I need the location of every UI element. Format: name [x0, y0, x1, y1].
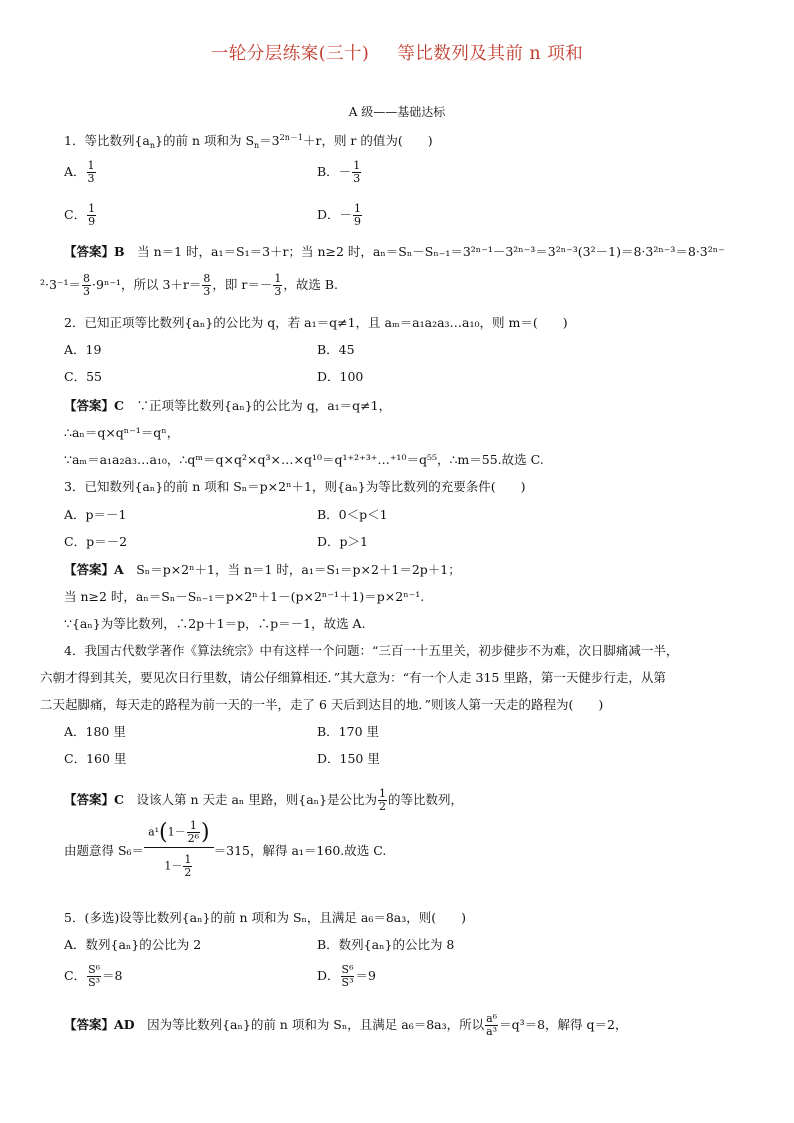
q5-answer-line1: 【答案】AD 因为等比数列{aₙ}的前 n 项和为 Sₙ，且满足 a₆＝8a₃，所以 $\frac{\text{a⁶}}{\text{a³}}$ ＝q³＝8，解得 q＝2，: [64, 1012, 628, 1038]
q2-option-a: A．19: [64, 342, 102, 357]
q3-option-d: D．p＞1: [317, 534, 368, 549]
q1-stem: 1．等比数列$\{a_n\}$的前 n 项和为 $S_n=3^{2n-1}+r$，则 r 的值为( ): [64, 133, 433, 150]
q3-option-b: B．0＜p＜1: [317, 507, 388, 522]
title-left: 一轮分层练案(三十): [210, 44, 370, 64]
q4-stem-line1: 4．我国古代数学著作《算法统宗》中有这样一个问题：“三百一十五里关，初步健步不为难，次日脚痛减一半，: [64, 643, 679, 658]
q2-answer-line2: ∴aₙ＝q×qⁿ⁻¹＝qⁿ，: [64, 425, 180, 440]
q2-stem: 2．已知正项等比数列{aₙ}的公比为 q，若 a₁＝q≠1，且 aₘ＝a₁a₂a₃…a₁₀，则 m＝( ): [64, 315, 568, 330]
q3-option-c: C．p＝－2: [64, 534, 128, 549]
q3-answer-line2: 当 n≥2 时，aₙ＝Sₙ－Sₙ₋₁＝p×2ⁿ＋1－(p×2ⁿ⁻¹＋1)＝p×2ⁿ⁻¹.: [64, 589, 425, 604]
q3-answer-line3: ∵{aₙ}为等比数列，∴2p＋1＝p，∴p＝－1，故选 A.: [64, 616, 366, 631]
q2-answer-line3: ∵aₘ＝a₁a₂a₃…a₁₀，∴qᵐ＝q×q²×q³×…×q¹⁰＝q¹⁺²⁺³⁺…⁺¹⁰＝q⁵⁵，∴m＝55.故选 C.: [64, 452, 544, 467]
q5-option-d: D． $\frac{\text{S⁶}}{\text{S³}}$ ＝9: [317, 963, 376, 989]
q4-stem-line3: 二天起脚痛，每天走的路程为前一天的一半，走了 6 天后到达目的地．”则该人第一天走的路程为( ): [40, 697, 604, 712]
q3-answer-line1: 【答案】A Sₙ＝p×2ⁿ＋1，当 n＝1 时，a₁＝S₁＝p×2＋1＝2p＋1；: [64, 562, 461, 577]
q4-option-c: C．160 里: [64, 751, 127, 766]
q5-option-a: A．数列{aₙ}的公比为 2: [64, 937, 202, 952]
q4-stem-line2: 六朝才得到其关，要见次日行里数，请公仔细算相还．”其大意为：“有一个人走 315 里路，第一天健步行走，从第: [40, 670, 666, 685]
q2-option-c: C．55: [64, 369, 102, 384]
q3-stem: 3．已知数列{aₙ}的前 n 项和 Sₙ＝p×2ⁿ＋1，则{aₙ}为等比数列的充要条件( ): [64, 479, 526, 494]
title-right: 等比数列及其前 n 项和: [397, 44, 584, 64]
q1-answer-line1: 【答案】B 当 n＝1 时，a₁＝S₁＝3＋r；当 n≥2 时，aₙ＝Sₙ－Sₙ₋₁＝3²ⁿ⁻¹－3²ⁿ⁻³＝3²ⁿ⁻³(3²－1)＝8·3²ⁿ⁻³＝8·3²ⁿ⁻: [64, 244, 725, 259]
section-level: A 级——基础达标: [348, 105, 446, 119]
q1-option-c: C． $\frac{1}{9}$: [64, 202, 96, 228]
q4-answer-line2: 由题意得 S₆＝ a¹(1－ $\frac{1}{\text{2⁶}}$ ) 1－ $\frac{1}{2}$ ＝315，解得 a₁＝160.故选 C.: [64, 819, 387, 879]
q4-option-b: B．170 里: [317, 724, 380, 739]
q2-option-d: D．100: [317, 369, 364, 384]
q5-option-b: B．数列{aₙ}的公比为 8: [317, 937, 455, 952]
q4-option-a: A．180 里: [64, 724, 126, 739]
q1-answer-line2: ²·3⁻¹＝ $\frac{8}{3}$ ·9ⁿ⁻¹，所以 3＋r＝ $\frac{8}{3}$ ，即 r＝－ $\frac{1}{3}$ ，故选 B.: [40, 272, 338, 298]
q4-option-d: D．150 里: [317, 751, 380, 766]
q1-option-d: D．－ $\frac{1}{9}$: [317, 202, 362, 228]
q5-stem: 5．(多选)设等比数列{aₙ}的前 n 项和为 Sₙ，且满足 a₆＝8a₃，则( ): [64, 910, 467, 925]
q2-option-b: B．45: [317, 342, 355, 357]
q2-answer-line1: 【答案】C ∵正项等比数列{aₙ}的公比为 q，a₁＝q≠1，: [64, 398, 392, 413]
q1-option-b: B．－ $\frac{1}{3}$: [317, 159, 361, 185]
page-title: [0, 40, 794, 65]
q5-option-c: C． $\frac{\text{S⁶}}{\text{S³}}$ ＝8: [64, 963, 123, 989]
q3-option-a: A．p＝－1: [64, 507, 127, 522]
q1-option-a: A． $\frac{1}{3}$: [64, 159, 95, 185]
q4-answer-line1: 【答案】C 设该人第 n 天走 aₙ 里路，则{aₙ}是公比为 $\frac{1}{2}$ 的等比数列，: [64, 787, 464, 813]
